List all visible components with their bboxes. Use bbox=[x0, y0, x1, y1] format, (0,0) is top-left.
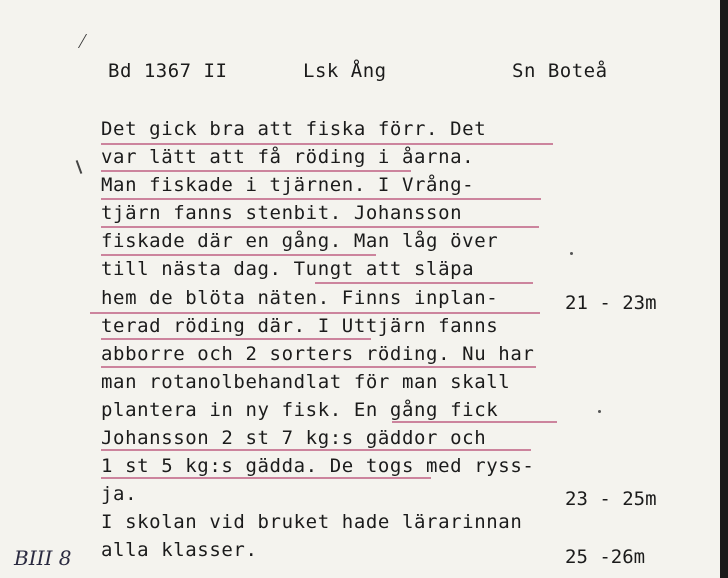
record-parish: Sn Boteå bbox=[512, 60, 608, 82]
underline bbox=[90, 312, 540, 314]
underline bbox=[101, 477, 431, 479]
text-line: Det gick bra att fiska förr. Det bbox=[101, 118, 487, 140]
underline bbox=[101, 338, 371, 340]
underline bbox=[101, 170, 411, 172]
record-ref: Bd 1367 II bbox=[108, 60, 228, 82]
text-line: 1 st 5 kg:s gädda. De togs med ryss- bbox=[101, 455, 535, 477]
margin-tick bbox=[76, 160, 83, 174]
underline bbox=[101, 449, 531, 451]
text-line: Man fiskade i tjärnen. I Vrång- bbox=[101, 174, 475, 196]
text-line: till nästa dag. Tungt att släpa bbox=[101, 258, 475, 280]
text-line: plantera in ny fisk. En gång fick bbox=[101, 399, 499, 421]
underline bbox=[392, 421, 557, 423]
text-line: hem de blöta näten. Finns inplan- bbox=[101, 287, 499, 309]
underline bbox=[101, 143, 553, 145]
text-line: ja. bbox=[101, 483, 138, 505]
text-line: abborre och 2 sorters röding. Nu har bbox=[101, 343, 535, 365]
text-line: tjärn fanns stenbit. Johansson bbox=[101, 202, 463, 224]
underline bbox=[101, 198, 541, 200]
catalog-number: BIII 8 bbox=[14, 546, 72, 570]
corner-mark bbox=[68, 34, 87, 48]
underline bbox=[101, 254, 376, 256]
underline bbox=[101, 226, 539, 228]
text-line: man rotanolbehandlat för man skall bbox=[101, 371, 511, 393]
underline bbox=[315, 282, 533, 284]
text-line: fiskade där en gång. Man låg över bbox=[101, 230, 499, 252]
text-line: var lätt att få röding i åarna. bbox=[101, 146, 475, 168]
record-district: Lsk Ång bbox=[303, 60, 387, 82]
stray-dot bbox=[570, 252, 573, 255]
text-line: Johansson 2 st 7 kg:s gäddor och bbox=[101, 427, 487, 449]
text-line: I skolan vid bruket hade lärarinnan bbox=[101, 511, 523, 533]
depth-range-3: 25 -26m bbox=[565, 546, 646, 568]
text-line: alla klasser. bbox=[101, 539, 258, 561]
stray-dot bbox=[598, 410, 601, 413]
underline bbox=[101, 366, 536, 368]
depth-range-1: 21 - 23m bbox=[565, 292, 657, 314]
text-line: terad röding där. I Uttjärn fanns bbox=[101, 315, 499, 337]
depth-range-2: 23 - 25m bbox=[565, 488, 657, 510]
